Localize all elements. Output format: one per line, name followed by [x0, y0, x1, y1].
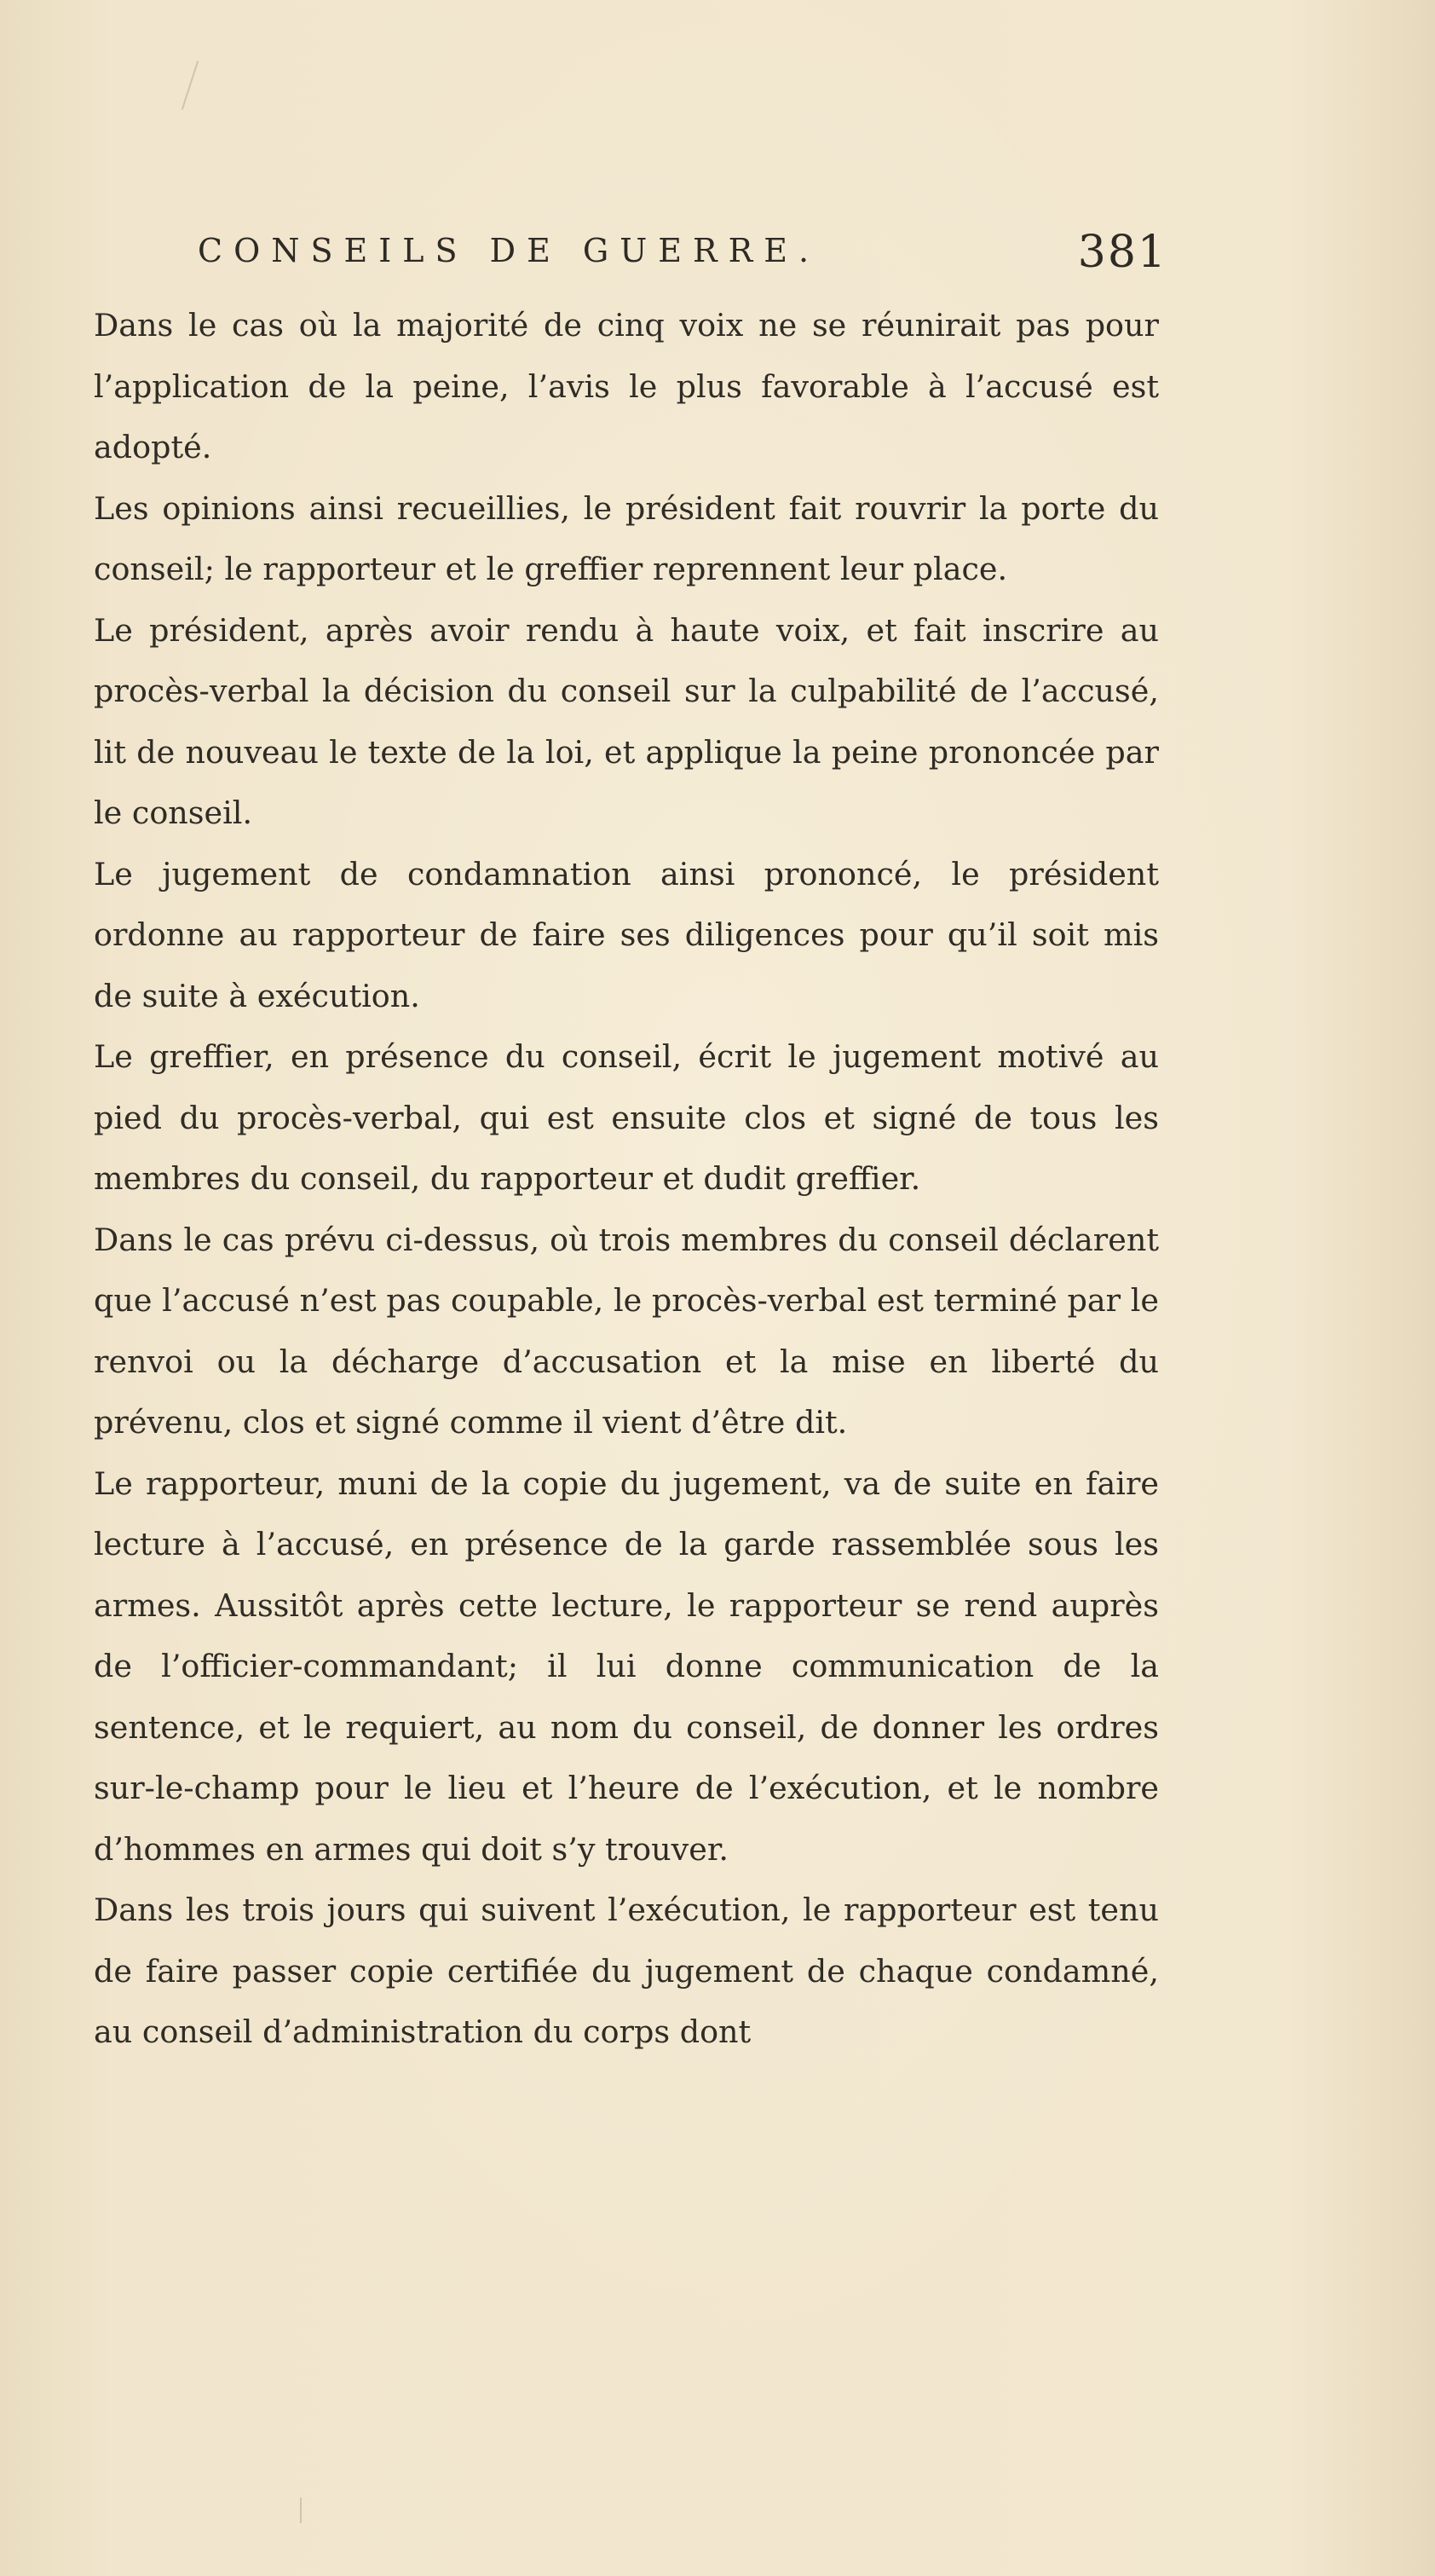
paper-mark — [182, 61, 199, 110]
paragraph: Le rapporteur, muni de la copie du jugement, va de suite en faire lecture à l’accusé, en présence de la garde rassemblée sous les armes. Aussitôt après cette lecture, le rapporteur se rend auprès de l’officier-commandant; il lui donne communication de la sentence, et le requiert, au nom du conseil, de donner les ordres sur-le-champ pour le lieu et l’heure de l’exécution, et le nombre d’hommes en armes qui doit s’y trouver. — [94, 1464, 1159, 1868]
page-header — [198, 227, 1167, 295]
paragraph: Le greffier, en présence du conseil, écrit le jugement motivé au pied du procès-verbal, qui est ensuite clos et signé de tous les membres du conseil, du rapporteur et dudit greffier. — [94, 1038, 1159, 1197]
paragraph: Dans le cas où la majorité de cinq voix ne se réunirait pas pour l’application de la peine, l’avis le plus favorable à l’accusé est adopté. — [94, 307, 1159, 465]
body-text — [94, 295, 1159, 2063]
paper-mark — [300, 2498, 302, 2523]
running-title: CONSEILS DE GUERRE. — [198, 232, 821, 269]
paragraph: Dans le cas prévu ci-dessus, où trois membres du conseil déclarent que l’accusé n’est pas coupable, le procès-verbal est terminé par le renvoi ou la décharge d’accusation et la mise en liberté du prévenu, clos et signé comme il vient d’être dit. — [94, 1221, 1159, 1441]
paragraph: Le jugement de condamnation ainsi prononcé, le président ordonne au rapporteur de faire ses diligences pour qu’il soit mis de suite à exécution. — [94, 855, 1159, 1014]
paragraph: Les opinions ainsi recueillies, le président fait rouvrir la porte du conseil; le rapporteur et le greffier reprennent leur place. — [94, 489, 1159, 587]
page-number: 381 — [1077, 227, 1167, 278]
paragraph: Le président, après avoir rendu à haute voix, et fait inscrire au procès-verbal la décision du conseil sur la culpabilité de l’accusé, lit de nouveau le texte de la loi, et applique la peine prononcée par le conseil. — [94, 611, 1159, 831]
paragraph: Dans les trois jours qui suivent l’exécution, le rapporteur est tenu de faire passer copie certifiée du jugement de chaque condamné, au conseil d’administration du corps dont — [94, 1892, 1159, 2050]
